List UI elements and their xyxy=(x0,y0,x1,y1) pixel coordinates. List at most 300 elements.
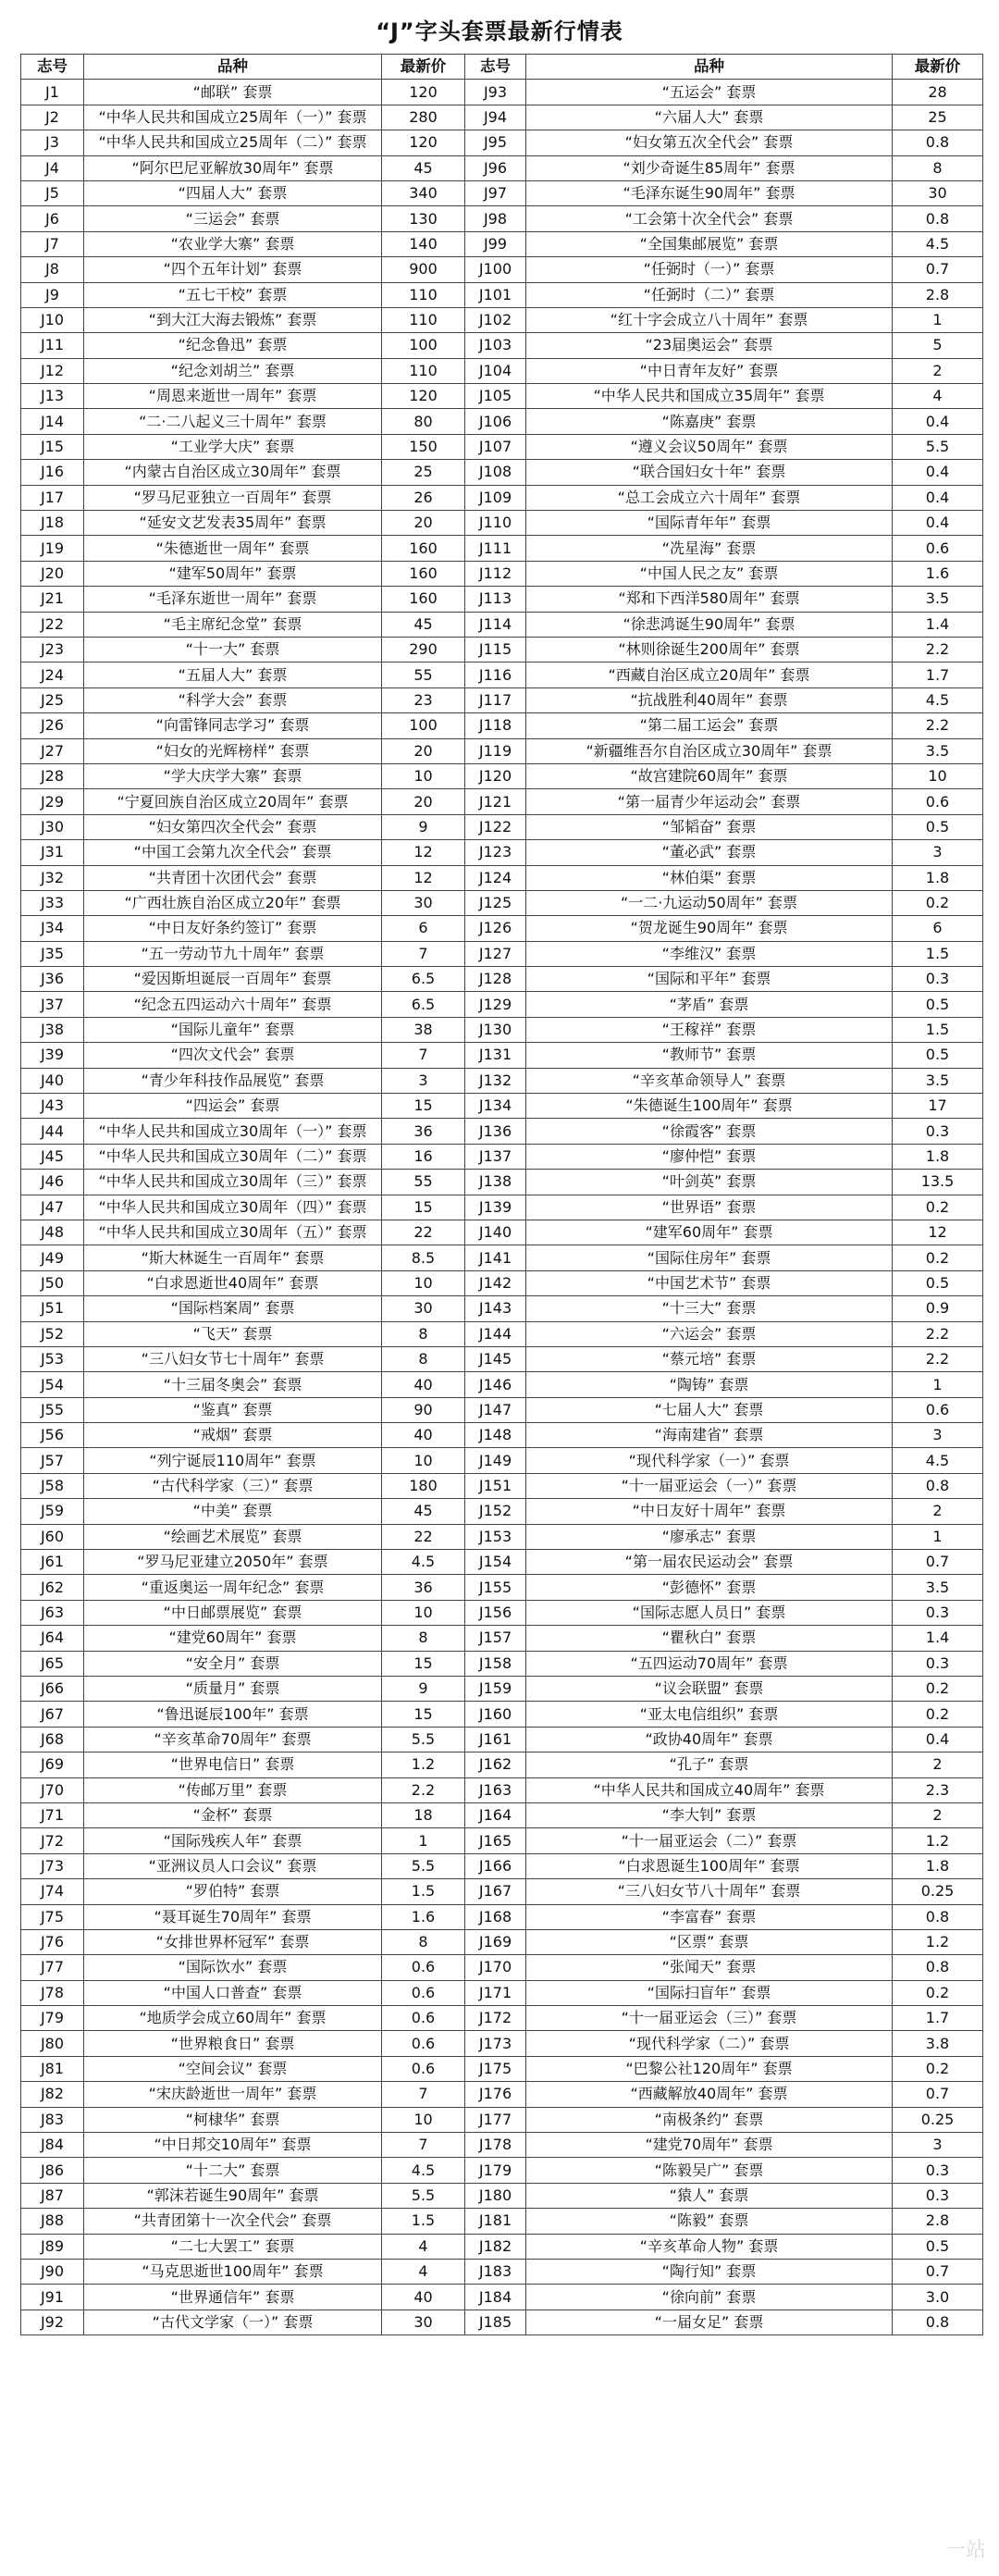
latest-price-cell: 0.6 xyxy=(382,1955,465,1980)
stamp-code-cell: J159 xyxy=(465,1677,526,1702)
stamp-code-cell: J125 xyxy=(465,890,526,915)
stamp-name-cell: “南极条约” 套票 xyxy=(526,2107,893,2132)
stamp-name-cell: “抗战胜利40周年” 套票 xyxy=(526,687,893,712)
stamp-code-cell: J97 xyxy=(465,180,526,205)
latest-price-cell: 0.3 xyxy=(893,2183,983,2208)
stamp-name-cell: “国际残疾人年” 套票 xyxy=(84,1828,382,1853)
latest-price-cell: 2 xyxy=(893,358,983,383)
stamp-code-cell: J18 xyxy=(21,511,84,536)
stamp-code-cell: J6 xyxy=(21,206,84,231)
stamp-name-cell: “六运会” 套票 xyxy=(526,1321,893,1346)
latest-price-cell: 3.5 xyxy=(893,587,983,612)
latest-price-cell: 45 xyxy=(382,1499,465,1524)
stamp-name-cell: “阿尔巴尼亚解放30周年” 套票 xyxy=(84,155,382,180)
table-row xyxy=(21,967,983,992)
stamp-code-cell: J131 xyxy=(465,1043,526,1068)
stamp-code-cell: J99 xyxy=(465,231,526,256)
stamp-name-cell: “郭沫若诞生90周年” 套票 xyxy=(84,2183,382,2208)
latest-price-cell: 30 xyxy=(382,2310,465,2334)
latest-price-cell: 7 xyxy=(382,2082,465,2107)
stamp-name-cell: “李大钊” 套票 xyxy=(526,1802,893,1827)
table-row xyxy=(21,231,983,256)
stamp-name-cell: “陶铸” 套票 xyxy=(526,1372,893,1397)
stamp-name-cell: “柯棣华” 套票 xyxy=(84,2107,382,2132)
table-row xyxy=(21,1727,983,1752)
stamp-name-cell: “廖承志” 套票 xyxy=(526,1524,893,1549)
stamp-name-cell: “二·二八起义三十周年” 套票 xyxy=(84,409,382,434)
stamp-name-cell: “冼星海” 套票 xyxy=(526,536,893,561)
latest-price-cell: 40 xyxy=(382,1423,465,1448)
stamp-code-cell: J116 xyxy=(465,663,526,687)
stamp-code-cell: J110 xyxy=(465,511,526,536)
latest-price-cell: 0.3 xyxy=(893,1119,983,1144)
latest-price-cell: 80 xyxy=(382,409,465,434)
stamp-name-cell: “海南建省” 套票 xyxy=(526,1423,893,1448)
latest-price-cell: 0.3 xyxy=(893,1651,983,1676)
table-row xyxy=(21,333,983,358)
latest-price-cell: 0.5 xyxy=(893,814,983,839)
stamp-code-cell: J61 xyxy=(21,1550,84,1575)
latest-price-cell: 0.4 xyxy=(893,511,983,536)
stamp-code-cell: J105 xyxy=(465,384,526,409)
stamp-code-cell: J19 xyxy=(21,536,84,561)
stamp-code-cell: J35 xyxy=(21,941,84,966)
latest-price-cell: 0.2 xyxy=(893,1245,983,1270)
table-row xyxy=(21,1626,983,1651)
stamp-code-cell: J53 xyxy=(21,1346,84,1371)
stamp-code-cell: J111 xyxy=(465,536,526,561)
stamp-name-cell: “毛主席纪念堂” 套票 xyxy=(84,612,382,637)
stamp-name-cell: “新疆维吾尔自治区成立30周年” 套票 xyxy=(526,738,893,763)
latest-price-cell: 1.5 xyxy=(893,1017,983,1042)
stamp-name-cell: “七届人大” 套票 xyxy=(526,1397,893,1422)
stamp-code-cell: J27 xyxy=(21,738,84,763)
latest-price-cell: 0.7 xyxy=(893,2259,983,2284)
header-name: 品种 xyxy=(526,55,893,80)
latest-price-cell: 0.2 xyxy=(893,1677,983,1702)
stamp-name-cell: “十一届亚运会（一）” 套票 xyxy=(526,1473,893,1498)
stamp-name-cell: “国际和平年” 套票 xyxy=(526,967,893,992)
table-row xyxy=(21,180,983,205)
stamp-code-cell: J138 xyxy=(465,1170,526,1195)
latest-price-cell: 10 xyxy=(382,763,465,788)
stamp-name-cell: “毛泽东逝世一周年” 套票 xyxy=(84,587,382,612)
latest-price-cell: 2.8 xyxy=(893,282,983,307)
stamp-code-cell: J69 xyxy=(21,1752,84,1777)
table-row xyxy=(21,814,983,839)
stamp-code-cell: J29 xyxy=(21,789,84,814)
stamp-name-cell: “妇女的光辉榜样” 套票 xyxy=(84,738,382,763)
table-row xyxy=(21,713,983,738)
table-row xyxy=(21,916,983,941)
table-row xyxy=(21,1853,983,1878)
header-price: 最新价 xyxy=(893,55,983,80)
latest-price-cell: 8 xyxy=(382,1321,465,1346)
stamp-name-cell: “地质学会成立60周年” 套票 xyxy=(84,2006,382,2031)
stamp-code-cell: J37 xyxy=(21,992,84,1017)
stamp-name-cell: “共青团十次团代会” 套票 xyxy=(84,865,382,890)
stamp-code-cell: J64 xyxy=(21,1626,84,1651)
latest-price-cell: 1.2 xyxy=(893,1929,983,1954)
latest-price-cell: 45 xyxy=(382,155,465,180)
stamp-code-cell: J32 xyxy=(21,865,84,890)
table-row xyxy=(21,2056,983,2081)
table-row xyxy=(21,434,983,459)
latest-price-cell: 120 xyxy=(382,384,465,409)
table-row xyxy=(21,1575,983,1600)
latest-price-cell: 160 xyxy=(382,536,465,561)
stamp-name-cell: “林则徐诞生200周年” 套票 xyxy=(526,637,893,662)
stamp-name-cell: “周恩来逝世一周年” 套票 xyxy=(84,384,382,409)
stamp-name-cell: “中日青年友好” 套票 xyxy=(526,358,893,383)
stamp-name-cell: “亚太电信组织” 套票 xyxy=(526,1702,893,1727)
table-row xyxy=(21,130,983,155)
page-title: “J”字头套票最新行情表 xyxy=(376,19,623,44)
stamp-code-cell: J181 xyxy=(465,2209,526,2234)
stamp-name-cell: “世界语” 套票 xyxy=(526,1195,893,1220)
stamp-code-cell: J9 xyxy=(21,282,84,307)
latest-price-cell: 90 xyxy=(382,1397,465,1422)
latest-price-cell: 2 xyxy=(893,1802,983,1827)
latest-price-cell: 1.5 xyxy=(382,2209,465,2234)
latest-price-cell: 20 xyxy=(382,789,465,814)
stamp-code-cell: J136 xyxy=(465,1119,526,1144)
table-row xyxy=(21,1448,983,1473)
latest-price-cell: 4 xyxy=(382,2234,465,2259)
stamp-name-cell: “红十字会成立八十周年” 套票 xyxy=(526,307,893,332)
header-code: 志号 xyxy=(21,55,84,80)
latest-price-cell: 7 xyxy=(382,2133,465,2158)
stamp-name-cell: “茅盾” 套票 xyxy=(526,992,893,1017)
stamp-code-cell: J167 xyxy=(465,1879,526,1904)
stamp-code-cell: J84 xyxy=(21,2133,84,2158)
latest-price-cell: 3.5 xyxy=(893,738,983,763)
stamp-code-cell: J34 xyxy=(21,916,84,941)
stamp-name-cell: “建党60周年” 套票 xyxy=(84,1626,382,1651)
stamp-name-cell: “中国人民之友” 套票 xyxy=(526,561,893,586)
table-row xyxy=(21,992,983,1017)
latest-price-cell: 0.2 xyxy=(893,890,983,915)
latest-price-cell: 3.0 xyxy=(893,2285,983,2310)
table-row xyxy=(21,257,983,282)
latest-price-cell: 12 xyxy=(382,840,465,865)
latest-price-cell: 0.3 xyxy=(893,2158,983,2183)
latest-price-cell: 0.25 xyxy=(893,2107,983,2132)
stamp-code-cell: J130 xyxy=(465,1017,526,1042)
latest-price-cell: 0.5 xyxy=(893,992,983,1017)
stamp-name-cell: “议会联盟” 套票 xyxy=(526,1677,893,1702)
stamp-code-cell: J126 xyxy=(465,916,526,941)
stamp-code-cell: J67 xyxy=(21,1702,84,1727)
stamp-code-cell: J75 xyxy=(21,1904,84,1929)
stamp-code-cell: J24 xyxy=(21,663,84,687)
stamp-code-cell: J104 xyxy=(465,358,526,383)
stamp-code-cell: J26 xyxy=(21,713,84,738)
table-row xyxy=(21,1802,983,1827)
latest-price-cell: 1.4 xyxy=(893,612,983,637)
stamp-name-cell: “中华人民共和国成立25周年（一）” 套票 xyxy=(84,105,382,130)
stamp-name-cell: “工业学大庆” 套票 xyxy=(84,434,382,459)
stamp-code-cell: J7 xyxy=(21,231,84,256)
latest-price-cell: 1 xyxy=(893,307,983,332)
stamp-code-cell: J56 xyxy=(21,1423,84,1448)
stamp-name-cell: “中华人民共和国成立30周年（五）” 套票 xyxy=(84,1220,382,1245)
table-row xyxy=(21,1777,983,1802)
table-row xyxy=(21,307,983,332)
stamp-code-cell: J3 xyxy=(21,130,84,155)
latest-price-cell: 2.2 xyxy=(382,1777,465,1802)
stamp-code-cell: J121 xyxy=(465,789,526,814)
stamp-code-cell: J43 xyxy=(21,1094,84,1119)
table-row xyxy=(21,206,983,231)
stamp-name-cell: “全国集邮展览” 套票 xyxy=(526,231,893,256)
stamp-code-cell: J109 xyxy=(465,485,526,510)
stamp-name-cell: “斯大林诞生一百周年” 套票 xyxy=(84,1245,382,1270)
table-row xyxy=(21,409,983,434)
stamp-code-cell: J59 xyxy=(21,1499,84,1524)
latest-price-cell: 5.5 xyxy=(382,1727,465,1752)
stamp-name-cell: “王稼祥” 套票 xyxy=(526,1017,893,1042)
latest-price-cell: 1 xyxy=(893,1372,983,1397)
latest-price-cell: 0.25 xyxy=(893,1879,983,1904)
stamp-name-cell: “纪念刘胡兰” 套票 xyxy=(84,358,382,383)
stamp-code-cell: J101 xyxy=(465,282,526,307)
stamp-name-cell: “十一大” 套票 xyxy=(84,637,382,662)
table-row xyxy=(21,1828,983,1853)
stamp-code-cell: J169 xyxy=(465,1929,526,1954)
latest-price-cell: 36 xyxy=(382,1119,465,1144)
table-row xyxy=(21,561,983,586)
price-table xyxy=(20,54,983,2335)
stamp-name-cell: “妇女第五次全代会” 套票 xyxy=(526,130,893,155)
table-row xyxy=(21,2107,983,2132)
stamp-name-cell: “董必武” 套票 xyxy=(526,840,893,865)
stamp-name-cell: “总工会成立六十周年” 套票 xyxy=(526,485,893,510)
latest-price-cell: 0.6 xyxy=(893,536,983,561)
stamp-code-cell: J60 xyxy=(21,1524,84,1549)
stamp-name-cell: “内蒙古自治区成立30周年” 套票 xyxy=(84,460,382,485)
latest-price-cell: 55 xyxy=(382,1170,465,1195)
stamp-name-cell: “任弼时（一）” 套票 xyxy=(526,257,893,282)
latest-price-cell: 0.2 xyxy=(893,2056,983,2081)
stamp-name-cell: “西藏解放40周年” 套票 xyxy=(526,2082,893,2107)
table-row xyxy=(21,485,983,510)
latest-price-cell: 36 xyxy=(382,1575,465,1600)
latest-price-cell: 900 xyxy=(382,257,465,282)
stamp-code-cell: J102 xyxy=(465,307,526,332)
stamp-code-cell: J132 xyxy=(465,1068,526,1093)
latest-price-cell: 7 xyxy=(382,941,465,966)
stamp-code-cell: J62 xyxy=(21,1575,84,1600)
latest-price-cell: 1.7 xyxy=(893,663,983,687)
stamp-name-cell: “马克思逝世100周年” 套票 xyxy=(84,2259,382,2284)
table-row xyxy=(21,763,983,788)
stamp-code-cell: J145 xyxy=(465,1346,526,1371)
stamp-name-cell: “五运会” 套票 xyxy=(526,80,893,105)
stamp-code-cell: J89 xyxy=(21,2234,84,2259)
latest-price-cell: 0.6 xyxy=(382,2006,465,2031)
latest-price-cell: 3 xyxy=(382,1068,465,1093)
stamp-name-cell: “世界通信年” 套票 xyxy=(84,2285,382,2310)
table-row xyxy=(21,2133,983,2158)
latest-price-cell: 4.5 xyxy=(893,1448,983,1473)
latest-price-cell: 20 xyxy=(382,738,465,763)
stamp-name-cell: “蔡元培” 套票 xyxy=(526,1346,893,1371)
stamp-name-cell: “瞿秋白” 套票 xyxy=(526,1626,893,1651)
stamp-code-cell: J8 xyxy=(21,257,84,282)
latest-price-cell: 0.8 xyxy=(893,1955,983,1980)
stamp-name-cell: “延安文艺发表35周年” 套票 xyxy=(84,511,382,536)
stamp-name-cell: “中华人民共和国成立35周年” 套票 xyxy=(526,384,893,409)
stamp-code-cell: J66 xyxy=(21,1677,84,1702)
stamp-code-cell: J83 xyxy=(21,2107,84,2132)
stamp-name-cell: “聂耳诞生70周年” 套票 xyxy=(84,1904,382,1929)
stamp-code-cell: J12 xyxy=(21,358,84,383)
stamp-code-cell: J140 xyxy=(465,1220,526,1245)
stamp-code-cell: J164 xyxy=(465,1802,526,1827)
stamp-name-cell: “一二·九运动50周年” 套票 xyxy=(526,890,893,915)
latest-price-cell: 22 xyxy=(382,1220,465,1245)
latest-price-cell: 130 xyxy=(382,206,465,231)
table-row xyxy=(21,80,983,105)
stamp-code-cell: J71 xyxy=(21,1802,84,1827)
table-row xyxy=(21,587,983,612)
latest-price-cell: 3 xyxy=(893,2133,983,2158)
stamp-code-cell: J127 xyxy=(465,941,526,966)
stamp-code-cell: J122 xyxy=(465,814,526,839)
stamp-code-cell: J158 xyxy=(465,1651,526,1676)
stamp-name-cell: “中国人口普查” 套票 xyxy=(84,1980,382,2005)
stamp-name-cell: “古代文学家（一）” 套票 xyxy=(84,2310,382,2334)
table-row xyxy=(21,2285,983,2310)
stamp-code-cell: J173 xyxy=(465,2031,526,2056)
table-row xyxy=(21,1296,983,1321)
latest-price-cell: 5.5 xyxy=(893,434,983,459)
table-row xyxy=(21,1195,983,1220)
stamp-name-cell: “三八妇女节七十周年” 套票 xyxy=(84,1346,382,1371)
stamp-code-cell: J154 xyxy=(465,1550,526,1575)
stamp-name-cell: “中华人民共和国成立25周年（二）” 套票 xyxy=(84,130,382,155)
table-row xyxy=(21,384,983,409)
stamp-name-cell: “农业学大寨” 套票 xyxy=(84,231,382,256)
stamp-code-cell: J144 xyxy=(465,1321,526,1346)
stamp-code-cell: J107 xyxy=(465,434,526,459)
stamp-name-cell: “彭德怀” 套票 xyxy=(526,1575,893,1600)
watermark: 一站 xyxy=(944,2539,986,2562)
stamp-code-cell: J93 xyxy=(465,80,526,105)
stamp-code-cell: J98 xyxy=(465,206,526,231)
stamp-name-cell: “刘少奇诞生85周年” 套票 xyxy=(526,155,893,180)
latest-price-cell: 9 xyxy=(382,1677,465,1702)
latest-price-cell: 3 xyxy=(893,1423,983,1448)
table-body xyxy=(21,80,983,2335)
table-row xyxy=(21,1752,983,1777)
latest-price-cell: 25 xyxy=(893,105,983,130)
latest-price-cell: 0.8 xyxy=(893,1904,983,1929)
table-row xyxy=(21,1677,983,1702)
latest-price-cell: 16 xyxy=(382,1144,465,1169)
stamp-code-cell: J166 xyxy=(465,1853,526,1878)
stamp-code-cell: J168 xyxy=(465,1904,526,1929)
latest-price-cell: 15 xyxy=(382,1702,465,1727)
stamp-code-cell: J172 xyxy=(465,2006,526,2031)
header-name: 品种 xyxy=(84,55,382,80)
latest-price-cell: 2 xyxy=(893,1499,983,1524)
stamp-name-cell: “四个五年计划” 套票 xyxy=(84,257,382,282)
latest-price-cell: 2.8 xyxy=(893,2209,983,2234)
stamp-name-cell: “辛亥革命领导人” 套票 xyxy=(526,1068,893,1093)
stamp-code-cell: J30 xyxy=(21,814,84,839)
stamp-name-cell: “十一届亚运会（二）” 套票 xyxy=(526,1828,893,1853)
stamp-code-cell: J129 xyxy=(465,992,526,1017)
latest-price-cell: 0.6 xyxy=(893,1397,983,1422)
latest-price-cell: 0.5 xyxy=(893,2234,983,2259)
stamp-code-cell: J148 xyxy=(465,1423,526,1448)
stamp-code-cell: J81 xyxy=(21,2056,84,2081)
stamp-code-cell: J149 xyxy=(465,1448,526,1473)
latest-price-cell: 2.2 xyxy=(893,1321,983,1346)
stamp-name-cell: “国际志愿人员日” 套票 xyxy=(526,1600,893,1625)
stamp-code-cell: J108 xyxy=(465,460,526,485)
stamp-code-cell: J20 xyxy=(21,561,84,586)
latest-price-cell: 28 xyxy=(893,80,983,105)
latest-price-cell: 0.6 xyxy=(893,789,983,814)
latest-price-cell: 0.5 xyxy=(893,1043,983,1068)
stamp-code-cell: J65 xyxy=(21,1651,84,1676)
stamp-name-cell: “古代科学家（三）” 套票 xyxy=(84,1473,382,1498)
table-row xyxy=(21,282,983,307)
table-row xyxy=(21,2006,983,2031)
stamp-code-cell: J49 xyxy=(21,1245,84,1270)
stamp-code-cell: J165 xyxy=(465,1828,526,1853)
stamp-code-cell: J50 xyxy=(21,1270,84,1295)
stamp-code-cell: J22 xyxy=(21,612,84,637)
latest-price-cell: 0.4 xyxy=(893,485,983,510)
latest-price-cell: 0.2 xyxy=(893,1195,983,1220)
stamp-name-cell: “陈嘉庚” 套票 xyxy=(526,409,893,434)
latest-price-cell: 1 xyxy=(893,1524,983,1549)
latest-price-cell: 7 xyxy=(382,1043,465,1068)
stamp-name-cell: “毛泽东诞生90周年” 套票 xyxy=(526,180,893,205)
stamp-name-cell: “宁夏回族自治区成立20周年” 套票 xyxy=(84,789,382,814)
latest-price-cell: 1.2 xyxy=(893,1828,983,1853)
stamp-code-cell: J54 xyxy=(21,1372,84,1397)
latest-price-cell: 2.2 xyxy=(893,713,983,738)
stamp-code-cell: J120 xyxy=(465,763,526,788)
stamp-code-cell: J185 xyxy=(465,2310,526,2334)
stamp-code-cell: J114 xyxy=(465,612,526,637)
stamp-code-cell: J119 xyxy=(465,738,526,763)
stamp-name-cell: “任弼时（二）” 套票 xyxy=(526,282,893,307)
latest-price-cell: 6 xyxy=(893,916,983,941)
stamp-name-cell: “十三届冬奥会” 套票 xyxy=(84,1372,382,1397)
latest-price-cell: 1.8 xyxy=(893,1853,983,1878)
stamp-name-cell: “第一届农民运动会” 套票 xyxy=(526,1550,893,1575)
latest-price-cell: 2.3 xyxy=(893,1777,983,1802)
table-row xyxy=(21,2158,983,2183)
stamp-name-cell: “第一届青少年运动会” 套票 xyxy=(526,789,893,814)
latest-price-cell: 0.6 xyxy=(382,1980,465,2005)
latest-price-cell: 120 xyxy=(382,80,465,105)
latest-price-cell: 0.7 xyxy=(893,257,983,282)
latest-price-cell: 15 xyxy=(382,1195,465,1220)
stamp-code-cell: J147 xyxy=(465,1397,526,1422)
table-row xyxy=(21,1879,983,1904)
latest-price-cell: 8 xyxy=(382,1929,465,1954)
stamp-code-cell: J58 xyxy=(21,1473,84,1498)
stamp-code-cell: J170 xyxy=(465,1955,526,1980)
latest-price-cell: 0.7 xyxy=(893,2082,983,2107)
